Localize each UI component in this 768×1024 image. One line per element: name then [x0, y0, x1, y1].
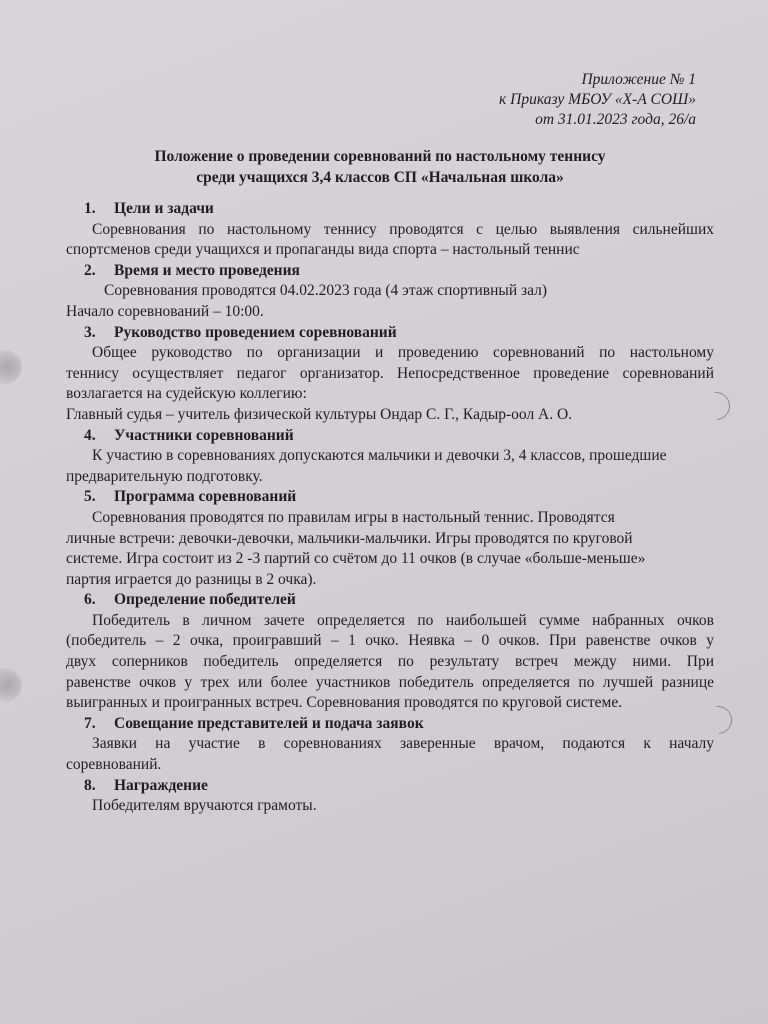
section-title: Руководство проведением соревнований: [114, 323, 397, 341]
paragraph-line: Заявки на участие в соревнованиях заверенные врачом, подаются к началу: [92, 735, 714, 753]
paragraph-line: партия играется до разницы в 2 очка).: [66, 570, 317, 588]
title-line: среди учащихся 3,4 классов СП «Начальная школа»: [196, 169, 564, 186]
section-number: 2.: [84, 261, 96, 279]
paragraph-line: Главный судья – учитель физической культуры Ондар С. Г., Кадыр-оол А. О.: [66, 405, 573, 423]
section-number: 7.: [84, 714, 96, 732]
punch-hole: [0, 668, 22, 702]
paragraph-line: теннису осуществляет педагог организатор. Непосредственное проведение соревнований: [66, 364, 714, 382]
section-heading: [66, 487, 714, 508]
section-heading: [66, 714, 714, 735]
paragraph-line: Победитель в личном зачете определяется по наибольшей сумме набранных очков: [92, 611, 714, 629]
paragraph-line: равенстве очков у трех или более участников победитель определяется по лучшей разнице: [66, 673, 714, 691]
paragraph-line: Соревнования проводятся по правилам игры в настольный теннис. Проводятся: [92, 508, 615, 526]
paragraph-line: Соревнования проводятся 04.02.2023 года (4 этаж спортивный зал): [104, 282, 548, 300]
section-heading: [66, 776, 714, 797]
appendix-line: от 31.01.2023 года, 26/а: [535, 111, 696, 128]
punch-hole: [0, 350, 22, 384]
appendix-line: к Приказу МБОУ «Х-А СОШ»: [499, 91, 696, 108]
paragraph-line: Соревнования по настольному теннису проводятся с целью выявления сильнейших: [92, 220, 714, 238]
document-title: [100, 146, 660, 188]
paragraph-line: системе. Игра состоит из 2 -3 партий со счётом до 11 очков (в случае «больше-меньше»: [66, 550, 646, 568]
section-number: 5.: [84, 488, 96, 506]
paragraph-line: Общее руководство по организации и проведению соревнований по настольному: [92, 344, 714, 362]
section-heading: [66, 261, 714, 282]
paragraph-line: (победитель – 2 очка, проигравший – 1 очко. Неявка – 0 очков. При равенстве очков у: [66, 632, 714, 650]
paragraph-line: Начало соревнований – 10:00.: [66, 302, 264, 320]
paragraph-line: предварительную подготовку.: [66, 467, 263, 485]
section-title: Время и место проведения: [114, 261, 300, 279]
paragraph-line: К участию в соревнованиях допускаются мальчики и девочки 3, 4 классов, прошедшие: [92, 447, 667, 465]
section-heading: [66, 426, 714, 447]
paragraph-line: Победителям вручаются грамоты.: [92, 797, 317, 815]
section-number: 3.: [84, 323, 96, 341]
section-title: Награждение: [114, 776, 208, 794]
section-number: 1.: [84, 200, 96, 217]
paragraph-line: спортсменов среди учащихся и пропаганды вида спорта – настольный теннис: [66, 241, 580, 259]
appendix-line: Приложение № 1: [581, 71, 696, 88]
section-heading: [66, 590, 714, 611]
section-title: Цели и задачи: [114, 200, 214, 217]
section-heading: [66, 199, 714, 220]
section-title: Совещание представителей и подача заявок: [114, 714, 424, 732]
paragraph-line: двух соперников победитель определяется по результату встреч между ними. При: [66, 653, 714, 671]
section-number: 4.: [84, 426, 96, 444]
paragraph-line: личные встречи: девочки-девочки, мальчики-мальчики. Игры проводятся по круговой: [66, 529, 633, 547]
section-number: 6.: [84, 591, 96, 609]
section-number: 8.: [84, 776, 96, 794]
appendix-note: [499, 70, 696, 130]
title-line: Положение о проведении соревнований по настольному теннису: [154, 148, 606, 165]
paragraph-line: выигранных и проигранных встреч. Соревнования проводятся по круговой системе.: [66, 694, 623, 712]
paragraph-line: соревнований.: [66, 756, 162, 774]
section-heading: [66, 323, 714, 344]
paragraph-line: возлагается на судейскую коллегию:: [66, 385, 307, 403]
document-body: [66, 199, 714, 817]
section-title: Участники соревнований: [114, 426, 294, 444]
section-title: Программа соревнований: [114, 488, 297, 506]
section-title: Определение победителей: [114, 591, 296, 609]
